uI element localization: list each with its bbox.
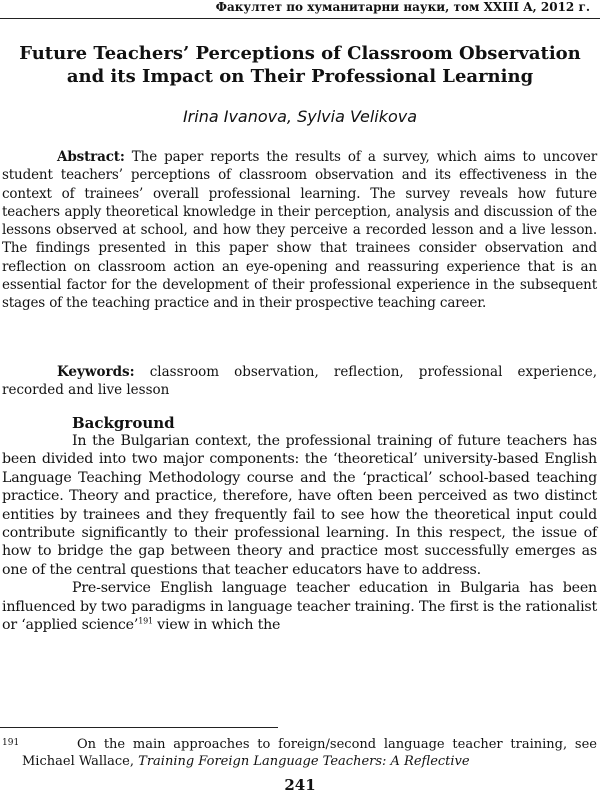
abstract <box>2 148 597 313</box>
footnote <box>2 736 597 770</box>
footnote-text-plain: On the main approaches to foreign/second language teacher training, see Michael Wallace, <box>22 737 597 769</box>
footnote-divider <box>0 727 278 728</box>
running-header: Факултет по хуманитарни науки, том XXIII A, 2012 г. <box>215 0 590 14</box>
keywords-text: classroom observation, reflection, professional experience, recorded and live lesson <box>2 364 597 399</box>
author-list: Irina Ivanova, Sylvia Velikova <box>182 107 418 126</box>
title-line-1: Future Teachers’ Perceptions of Classroom Observation <box>19 43 581 64</box>
title-line-2: and its Impact on Their Professional Learning <box>66 66 534 87</box>
page-number: 241 <box>284 776 316 794</box>
paragraph-1: In the Bulgarian context, the professional training of future teachers has been divided into two major components: the ‘theoretical’ university-based English Language Teaching Methodology course and the ‘practical’ school-based teaching practice. Theory and practice, therefore, have often been perceived as two distinct entities by trainees and they frequently fail to see how the theoretical input could contribute significantly to their professional learning. In this respect, the issue of how to bridge the gap between theory and practice most successfully emerges as one of the central questions that teacher educators have to address. <box>2 433 597 578</box>
abstract-text: The paper reports the results of a survey, which aims to uncover student teachers’ perceptions of classroom observation and its effectiveness in the context of trainees’ overall professional learning. The survey reveals how future teachers apply theoretical knowledge in their perception, analysis and discussion of the lessons observed at school, and how they perceive a recorded lesson and a live lesson. The findings presented in this paper show that trainees consider observation and reflection on classroom action an eye-opening and reassuring experience that is an essential factor for the development of their professional experience in the subsequent stages of the teaching practice and in their prospective teaching career. <box>2 149 597 312</box>
keywords-label: Keywords: <box>57 364 135 380</box>
footnote-book-title: Training Foreign Language Teachers: A Reflective <box>138 754 470 769</box>
paragraph-2 <box>2 579 597 634</box>
header-divider <box>0 18 600 19</box>
section-heading: Background <box>72 414 175 432</box>
footnote-reference[interactable]: 191 <box>138 616 153 626</box>
abstract-label: Abstract: <box>57 149 125 165</box>
keywords <box>2 363 597 400</box>
footnote-text <box>2 736 597 770</box>
footnote-number: 191 <box>2 738 20 748</box>
paragraph-2-text-b: view in which the <box>152 617 281 634</box>
article-title <box>0 42 600 88</box>
body-text <box>2 432 597 634</box>
paragraph-2-text-a: Pre-service English language teacher education in Bulgaria has been influenced by two paradigms in language teacher training. The first is the rationalist or ‘applied science’ <box>2 580 597 634</box>
